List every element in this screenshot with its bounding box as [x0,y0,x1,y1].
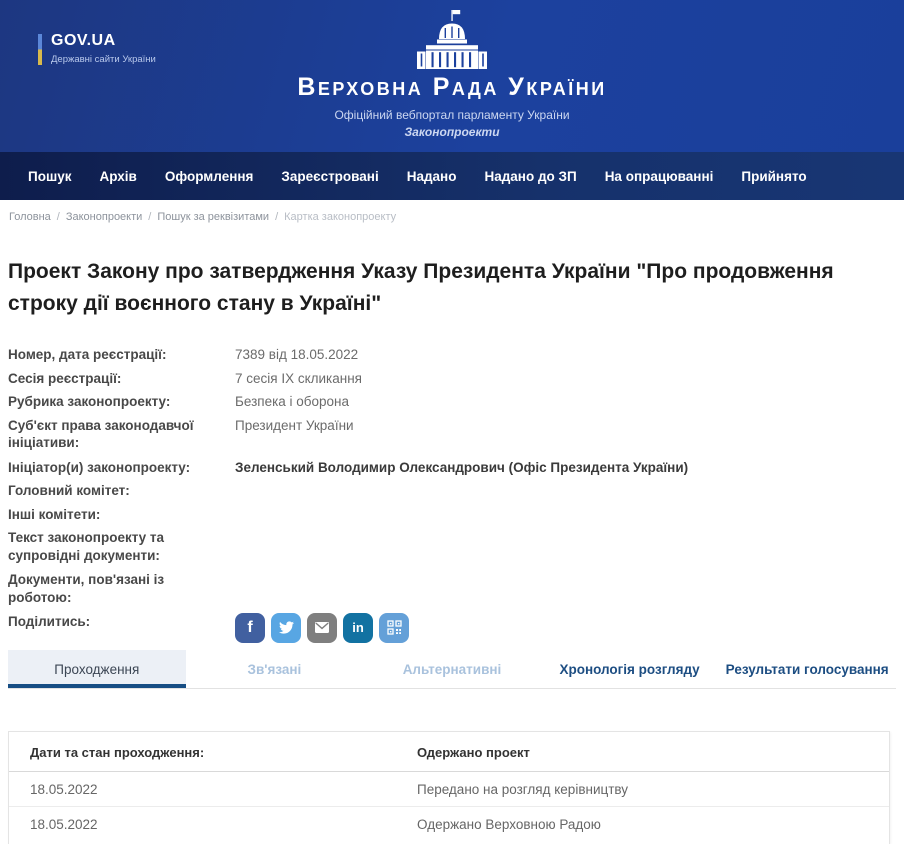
ukraine-flag-bar-icon [38,34,42,65]
main-navigation [0,152,904,200]
share-icons [235,613,409,643]
field-value: 7389 від 18.05.2022 [235,347,359,362]
share-label: Поділитись: [8,613,91,629]
govua-tagline: Державні сайти України [51,54,156,65]
field-value [235,482,896,500]
field-value [235,529,896,564]
table-row [9,807,889,841]
tab-prokhodzhennia[interactable]: Проходження [8,650,186,688]
field-label: Документи, пов'язані із роботою: [8,572,165,606]
progress-table [8,731,890,844]
govua-name: GOV.UA [51,32,116,49]
field-row [8,506,896,524]
progress-table-header [9,732,889,772]
facebook-share-icon[interactable]: f [235,613,265,643]
field-row [8,571,896,606]
field-label: Рубрика законопроекту: [8,394,171,410]
field-value: Зеленський Володимир Олександрович (Офіс Президента України) [235,459,689,475]
nav-item-nadano-do-zp[interactable]: Надано до ЗП [484,168,577,184]
parliament-building-icon [414,7,490,71]
nav-item-pryiniato[interactable]: Прийнято [741,168,807,184]
field-label: Суб'єкт права законодавчої ініціативи: [8,417,194,451]
field-value: 7 сесія IX скликання [235,370,362,386]
breadcrumb-home[interactable]: Головна [9,211,51,223]
breadcrumb-separator: / [275,211,279,223]
field-row [8,482,896,500]
tab-khronolohiia[interactable]: Хронологія розгляду [559,661,700,677]
bill-fields [8,346,896,643]
field-label: Головний комітет: [8,483,130,499]
linkedin-share-icon[interactable]: in [343,613,373,643]
nav-item-nadano[interactable]: Надано [406,168,457,184]
field-label: Номер, дата реєстрації: [8,347,167,362]
row-date: 18.05.2022 [30,816,98,832]
nav-item-poshuk[interactable]: Пошук [28,168,72,184]
breadcrumb-current: Картка законопроекту [284,211,397,223]
breadcrumb-bills[interactable]: Законопроекти [65,211,143,223]
page-title: Проект Закону про затвердження Указу Президента України "Про продовження строку дії воєнного стану в Україні" [8,260,834,315]
site-section-label: Законопроекти [404,125,500,139]
field-label: Текст законопроекту та супровідні документи: [8,530,165,563]
field-value [235,506,896,524]
govua-logo[interactable] [38,32,156,65]
twitter-share-icon[interactable] [271,613,301,643]
nav-item-arkhiv[interactable]: Архів [99,168,137,184]
field-row [8,417,896,452]
column-header-status: Одержано проект [417,744,530,760]
tab-rezultaty[interactable]: Результати голосування [725,661,889,677]
site-title: Верховна Рада України [297,73,607,101]
email-share-icon[interactable] [307,613,337,643]
site-header [0,0,904,152]
row-status: Одержано Верховною Радою [417,816,601,832]
nav-item-zareiestrovani[interactable]: Зареєстровані [281,168,379,184]
share-row [8,613,896,643]
breadcrumb-separator: / [148,211,152,223]
field-label: Інші комітети: [8,506,101,522]
field-label: Ініціатор(и) законопроекту: [8,459,191,475]
tab-zviazani[interactable]: Зв'язані [247,661,302,677]
site-subtitle: Офіційний вебпортал парламенту України [334,108,570,122]
field-row [8,459,896,477]
row-status: Передано на розгляд керівництву [417,781,629,797]
bill-card [0,256,904,844]
row-date: 18.05.2022 [30,781,98,797]
breadcrumb-separator: / [56,211,60,223]
field-row [8,370,896,388]
field-value [235,571,896,606]
nav-item-na-opratsiuvanni[interactable]: На опрацюванні [604,168,714,184]
qr-code-share-icon[interactable] [379,613,409,643]
field-value: Безпека і оборона [235,394,350,410]
field-label: Сесія реєстрації: [8,370,122,386]
breadcrumb [0,200,904,223]
field-row [8,393,896,411]
nav-item-oformlennia[interactable]: Оформлення [164,168,254,184]
breadcrumb-search[interactable]: Пошук за реквізитами [157,211,270,223]
field-row [8,529,896,564]
table-row [9,772,889,807]
tab-alternatyvni[interactable]: Альтернативні [402,661,502,677]
field-value: Президент України [235,417,354,433]
bill-tabs [8,650,896,689]
field-row [8,346,896,364]
column-header-dates: Дати та стан проходження: [30,744,205,760]
